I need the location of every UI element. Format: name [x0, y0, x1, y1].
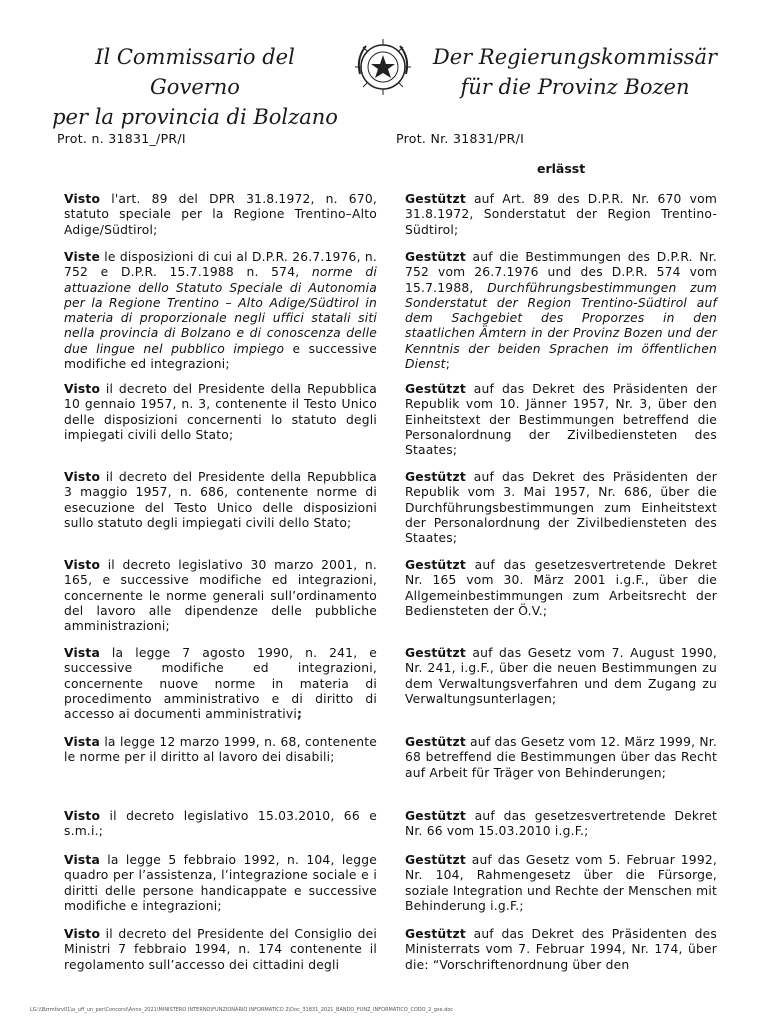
keyword-bold: Visto — [64, 382, 101, 396]
header-left-line1: Il Commissario del Governo — [95, 45, 295, 99]
header-regierungskommissaer-de — [430, 42, 720, 102]
italic-text: Durchführungsbestimmungen zum Sonderstatut der Region Trentino-Südtirol auf dem Sachgebiet des Proporzes in den staatlichen Ämtern in der Provinz Bozen und der Kenntnis der beiden Sprachen im öffentlichen Dienst — [405, 280, 717, 372]
header-right-line1: Der Regierungskommissär — [432, 45, 718, 69]
text-run: la legge 5 febbraio 1992, n. 104, legge quadro per l’assistenza, l’integrazione sociale e i diritti delle persone handicappate e successive modifiche e integrazioni; — [64, 853, 377, 913]
text-run: il decreto del Presidente del Consiglio dei Ministri 7 febbraio 1994, n. 174 contenente il regolamento sull’accesso dei cittadini degli — [64, 927, 377, 972]
footer-file-path: LG:\\Bzrmfsrv01\a_uff_un_per\Concorsi\Anno_2021\MINISTERO INTERNO\FUNZIONARIO INFORMATICO 2\Doc_31831_2021_BANDO_FUNZ_INFORMATICO_CODO_2_gse.doc — [30, 1007, 454, 1013]
paragraph-de-7 — [405, 735, 717, 781]
paragraph-it-3 — [64, 382, 377, 443]
text-run: auf das Gesetz vom 12. März 1999, Nr. 68 betreffend die Bestimmungen über das Recht auf Arbeit für Träger von Behinderungen; — [405, 735, 717, 780]
header-left-line2: per la provincia di Bolzano — [52, 105, 338, 129]
paragraph-it-1 — [64, 192, 377, 238]
paragraph-de-2 — [405, 250, 717, 372]
keyword-bold: Visto — [64, 927, 101, 941]
text-run: la legge 7 agosto 1990, n. 241, e successive modifiche ed integrazioni, concernente nuove norme in materia di procedimento amministrativo e di diritto di accesso ai documenti amministrativi — [64, 646, 377, 722]
keyword-bold: Vista — [64, 646, 101, 660]
italian-republic-emblem-icon — [352, 36, 414, 98]
text-run: il decreto del Presidente della Repubblica 10 gennaio 1957, n. 3, contenente il Testo Unico delle disposizioni concernenti lo statuto degli impiegati civili dello Stato; — [64, 382, 377, 442]
paragraph-de-6 — [405, 646, 717, 707]
paragraph-it-8 — [64, 809, 377, 840]
text-run: e successive modifiche ed integrazioni; — [64, 341, 377, 372]
text-run: il decreto del Presidente della Repubblica 3 maggio 1957, n. 686, contenente norme di esecuzione del Testo Unico delle disposizioni sullo statuto degli impiegati civili dello Stato; — [64, 470, 377, 530]
paragraph-de-8 — [405, 809, 717, 840]
text-run: auf das Dekret des Präsidenten des Ministerrats vom 7. Februar 1994, Nr. 174, über die: “Vorschriftenordnung über den — [405, 927, 717, 972]
paragraph-it-6 — [64, 646, 377, 722]
keyword-bold: Vista — [64, 735, 101, 749]
keyword-bold: Gestützt — [405, 250, 466, 264]
paragraph-it-7 — [64, 735, 377, 766]
text-run: auf das Dekret des Präsidenten der Republik vom 3. Mai 1957, Nr. 686, über die Durchführungsbestimmungen zum Einheitstext der Personalordnung der Zivilbediensteten des Staates; — [405, 470, 717, 546]
paragraph-de-1 — [405, 192, 717, 238]
paragraph-it-9 — [64, 853, 377, 914]
keyword-bold: Gestützt — [405, 809, 466, 823]
paragraph-de-4 — [405, 470, 717, 546]
protocol-number-it: Prot. n. 31831_/PR/I — [57, 131, 186, 146]
keyword-bold: Gestützt — [405, 558, 466, 572]
keyword-bold: Vista — [64, 853, 101, 867]
erlasst-heading: erlässt — [537, 161, 586, 176]
keyword-bold: Gestützt — [405, 646, 466, 660]
paragraph-it-10 — [64, 927, 377, 973]
text-run: il decreto legislativo 15.03.2010, 66 e s.m.i.; — [64, 809, 377, 839]
text-run: auf das Gesetz vom 5. Februar 1992, Nr. 104, Rahmengesetz über die Fürsorge, soziale Integration und Rechte der Menschen mit Behinderung i.g.F.; — [405, 853, 717, 913]
paragraph-it-5 — [64, 558, 377, 634]
keyword-bold: Gestützt — [405, 192, 466, 206]
paragraph-de-10 — [405, 927, 717, 973]
keyword-bold: Gestützt — [405, 853, 466, 867]
keyword-bold: ; — [296, 707, 303, 722]
keyword-bold: Viste — [64, 250, 101, 264]
text-run: auf das Dekret des Präsidenten der Republik vom 10. Jänner 1957, Nr. 3, über den Einheitstext der Bestimmungen betreffend die Personalordnung der Zivilbediensteten des Staates; — [405, 382, 717, 458]
header-commissario-it — [50, 42, 340, 132]
text-run: auf die Bestimmungen des D.P.R. Nr. 752 vom 26.7.1976 und des D.P.R. 574 vom 15.7.1988, — [405, 250, 717, 295]
paragraph-de-5 — [405, 558, 717, 619]
keyword-bold: Visto — [64, 558, 101, 572]
italic-text: norme di attuazione dello Statuto Speciale di Autonomia per la Regione Trentino – Alto Adige/Südtirol in materia di proporzionale negli uffici statali siti nella provincia di Bolzano e di conoscenza delle due lingue nel pubblico impiego — [64, 265, 377, 356]
keyword-bold: Gestützt — [405, 927, 466, 941]
paragraph-de-9 — [405, 853, 717, 914]
text-run: auf das gesetzesvertretende Dekret Nr. 165 vom 30. März 2001 i.g.F., über die Allgemeinbestimmungen zum Arbeitsrecht der Bediensteten der Ö.V.; — [405, 558, 717, 618]
keyword-bold: Gestützt — [405, 735, 466, 749]
text-run: ; — [445, 357, 451, 372]
text-run: la legge 12 marzo 1999, n. 68, contenente le norme per il diritto al lavoro dei disabili; — [64, 735, 377, 765]
text-run: auf das gesetzesvertretende Dekret Nr. 66 vom 15.03.2010 i.g.F.; — [405, 809, 717, 839]
text-run: auf Art. 89 des D.P.R. Nr. 670 vom 31.8.1972, Sonderstatut der Region Trentino-Südtirol; — [405, 192, 717, 237]
paragraph-de-3 — [405, 382, 717, 458]
paragraph-it-2 — [64, 250, 377, 372]
text-run: il decreto legislativo 30 marzo 2001, n. 165, e successive modifiche ed integrazioni, concernente le norme generali sull’ordinamento del lavoro alle dipendenze delle pubbliche amministrazioni; — [64, 558, 377, 634]
text-run: auf das Gesetz vom 7. August 1990, Nr. 241, i.g.F., über die neuen Bestimmungen zu dem Verwaltungsverfahren und dem Zugang zu Verwaltungsunterlagen; — [405, 646, 717, 706]
keyword-bold: Visto — [64, 809, 101, 823]
header-right-line2: für die Provinz Bozen — [460, 75, 690, 99]
text-run: l'art. 89 del DPR 31.8.1972, n. 670, statuto speciale per la Regione Trentino–Alto Adige/Südtirol; — [64, 192, 377, 237]
keyword-bold: Gestützt — [405, 382, 466, 396]
paragraph-it-4 — [64, 470, 377, 531]
protocol-number-de: Prot. Nr. 31831/PR/I — [396, 131, 525, 146]
keyword-bold: Gestützt — [405, 470, 466, 484]
keyword-bold: Visto — [64, 192, 101, 206]
text-run: le disposizioni di cui al D.P.R. 26.7.1976, n. 752 e D.P.R. 15.7.1988 n. 574, — [64, 250, 377, 280]
keyword-bold: Visto — [64, 470, 101, 484]
